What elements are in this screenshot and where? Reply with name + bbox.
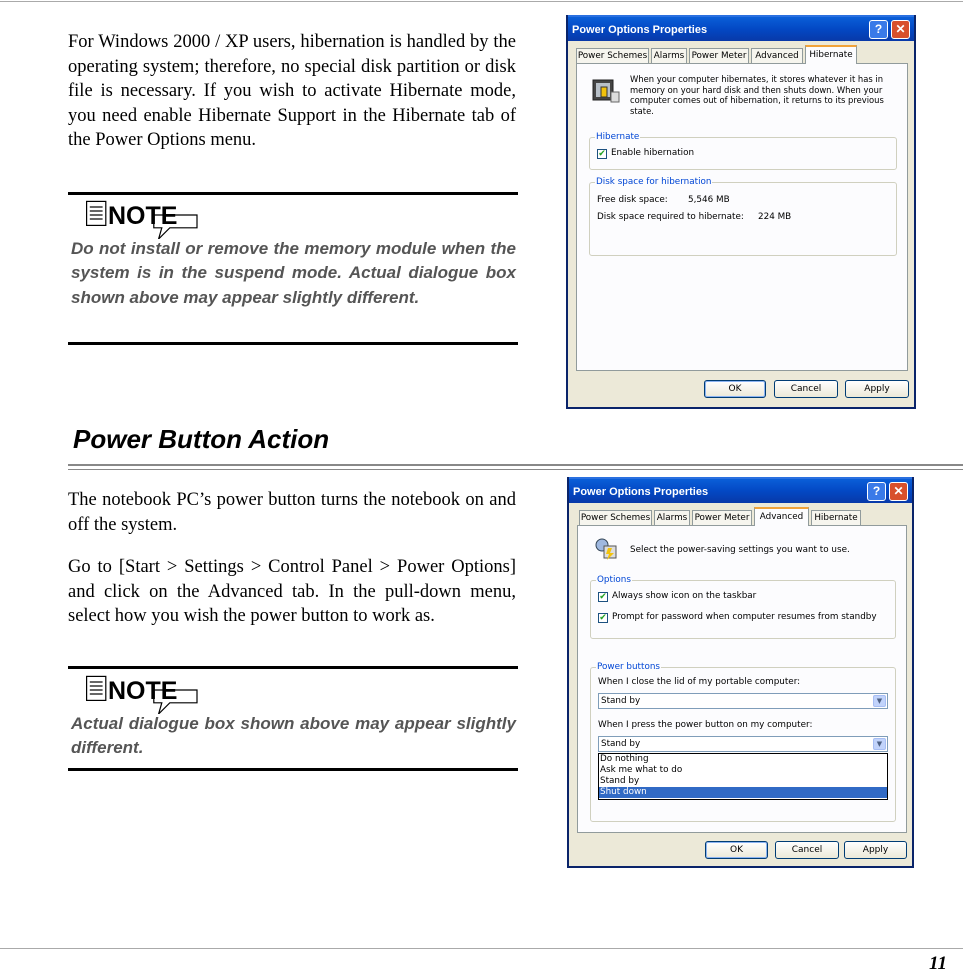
hibernate-group <box>589 132 897 170</box>
required-disk-value: 224 MB <box>758 212 792 222</box>
advanced-dialog <box>567 477 914 868</box>
dropdown-option[interactable]: Ask me what to do <box>600 765 683 775</box>
close-button[interactable]: ✕ <box>891 20 910 39</box>
free-disk-value: 5,546 MB <box>688 195 730 205</box>
help-button[interactable]: ? <box>867 482 886 501</box>
prompt-password-label: Prompt for password when computer resumes from standby <box>612 612 877 622</box>
dialog-title-bar <box>568 15 914 41</box>
options-group <box>590 575 896 639</box>
dropdown-option[interactable]: Stand by <box>600 776 640 786</box>
tab-alarms[interactable]: Alarms <box>654 510 690 525</box>
cancel-button[interactable]: Cancel <box>774 380 838 398</box>
options-group-label: Options <box>597 575 631 585</box>
tab-pane <box>577 525 907 833</box>
show-icon-checkbox[interactable]: ✔ <box>599 592 607 602</box>
lid-label: When I close the lid of my portable computer: <box>598 677 801 687</box>
prompt-password-checkbox[interactable]: ✔ <box>599 613 607 623</box>
tab-advanced[interactable]: Advanced <box>751 48 803 63</box>
note1-label: NOTE <box>108 202 178 230</box>
dropdown-option[interactable]: Do nothing <box>600 754 649 764</box>
computer-hibernate-icon <box>591 78 621 104</box>
tab-hibernate[interactable]: Hibernate <box>805 45 857 64</box>
enable-hibernation-label: Enable hibernation <box>611 148 695 158</box>
dialog-title-bar <box>569 477 912 503</box>
note2-bottom-rule <box>68 768 518 771</box>
enable-hibernation-checkbox[interactable]: ✔ <box>598 149 606 159</box>
cancel-button[interactable]: Cancel <box>775 841 839 859</box>
ok-button[interactable]: OK <box>704 380 766 398</box>
power-button-paragraph: The notebook PC’s power button turns the notebook on and off the system. <box>68 490 516 535</box>
note2-text: Actual dialogue box shown above may appear slightly different. <box>71 714 516 758</box>
power-button-select[interactable] <box>598 736 888 752</box>
intro-paragraph: For Windows 2000 / XP users, hibernation is handled by the operating system; therefore, no special disk partition or disk file is necessary. If you wish to activate Hibernate mode, you need enable Hibernate Support in the Hibernate tab of the Power Options menu. <box>68 32 516 150</box>
help-button[interactable]: ? <box>869 20 888 39</box>
show-icon-label: Always show icon on the taskbar <box>612 591 757 601</box>
required-disk-label: Disk space required to hibernate: <box>597 212 744 222</box>
instructions-paragraph: Go to [Start > Settings > Control Panel > Power Options] and click on the Advanced tab. In the pull-down menu, select how you wish the power button to work as. <box>68 557 516 626</box>
apply-button[interactable]: Apply <box>845 380 909 398</box>
power-settings-icon <box>592 536 622 562</box>
note1-bottom-rule <box>68 342 518 345</box>
tab-pane <box>576 63 908 371</box>
power-button-value: Stand by <box>601 739 641 749</box>
note1-top-rule <box>68 192 518 195</box>
note2-label: NOTE <box>108 677 178 705</box>
dialog-title: Power Options Properties <box>572 24 708 36</box>
free-disk-label: Free disk space: <box>597 195 668 205</box>
tab-advanced[interactable]: Advanced <box>754 507 809 526</box>
tab-alarms[interactable]: Alarms <box>651 48 687 63</box>
section-title: Power Button Action <box>73 424 330 454</box>
footer-rule <box>0 948 963 949</box>
power-button-dropdown <box>598 753 888 800</box>
power-buttons-group-label: Power buttons <box>597 662 660 672</box>
lid-action-select[interactable] <box>598 693 888 709</box>
disk-space-group <box>589 177 897 256</box>
tab-hibernate[interactable]: Hibernate <box>811 510 861 525</box>
tab-power-meter[interactable]: Power Meter <box>692 510 752 525</box>
chevron-down-icon[interactable]: ▼ <box>873 738 886 750</box>
hibernate-dialog <box>566 15 916 409</box>
apply-button[interactable]: Apply <box>844 841 907 859</box>
note2-top-rule <box>68 666 518 669</box>
disk-space-group-label: Disk space for hibernation <box>596 177 712 187</box>
ok-button[interactable]: OK <box>705 841 768 859</box>
dropdown-option-selected[interactable]: Shut down <box>599 787 887 798</box>
hibernate-description: When your computer hibernates, it stores whatever it has in memory on your hard disk and then shuts down. When your computer comes out of hibernation, it returns to its previous state. <box>630 74 884 116</box>
tab-power-schemes[interactable]: Power Schemes <box>576 48 649 63</box>
advanced-heading: Select the power-saving settings you want to use. <box>630 545 850 555</box>
chevron-down-icon[interactable]: ▼ <box>873 695 886 707</box>
hibernate-group-label: Hibernate <box>596 132 640 142</box>
power-buttons-group <box>590 662 896 822</box>
note1-text: Do not install or remove the memory module when the system is in the suspend mode. Actual dialogue box shown above may appear slightly different. <box>71 239 516 307</box>
section-rule-thin <box>68 469 963 470</box>
power-button-label: When I press the power button on my computer: <box>598 720 813 730</box>
top-rule <box>0 1 963 2</box>
section-rule <box>68 464 963 466</box>
close-button[interactable]: ✕ <box>889 482 908 501</box>
tab-power-meter[interactable]: Power Meter <box>689 48 749 63</box>
lid-action-value: Stand by <box>601 696 641 706</box>
page-number: 11 <box>929 953 947 973</box>
dialog-title: Power Options Properties <box>573 486 709 498</box>
tab-power-schemes[interactable]: Power Schemes <box>579 510 652 525</box>
